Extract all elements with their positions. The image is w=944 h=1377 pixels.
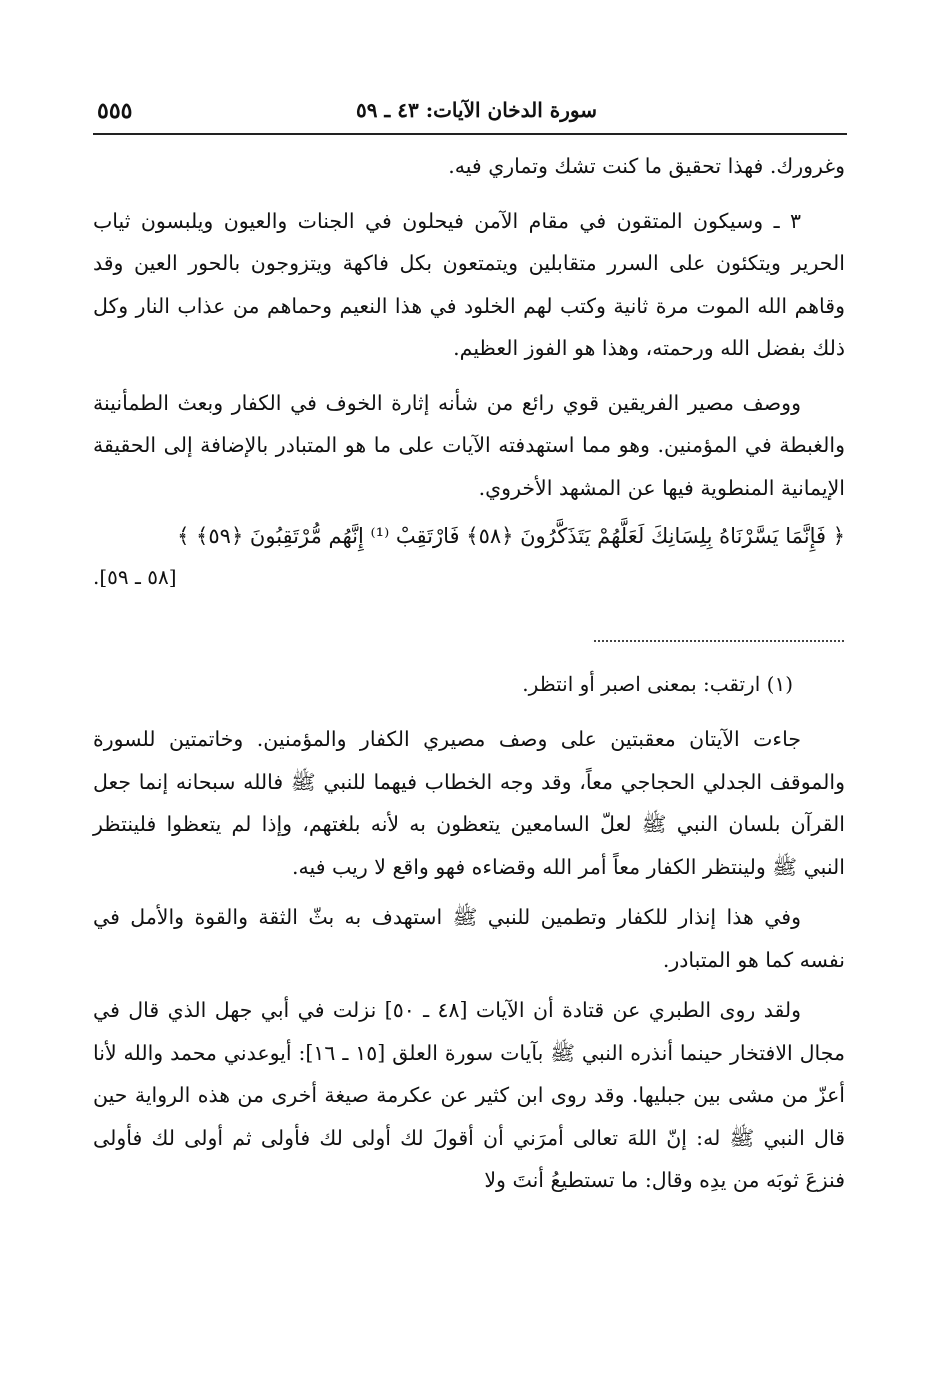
paragraph: ٣ ـ وسيكون المتقون في مقام الآمن فيحلون في الجنات والعيون ويلبسون ثياب الحرير ويتكئون على السرر متقابلين ويتمتعون بكل فاكهة ويتزوجون بالحور العين وقد وقاهم الله الموت مرة ثانية وكتب لهم الخلود في هذا النعيم وحماهم من عذاب النار وكل ذلك بفضل الله ورحمته، وهذا هو الفوز العظيم. [93,208,845,360]
paragraph: ولقد روى الطبري عن قتادة أن الآيات [٤٨ ـ ٥٠] نزلت في أبي جهل الذي قال في مجال الافتخار حينما أنذره النبي ﷺ بآيات سورة العلق [١٥ ـ ١٦]: أيوعدني محمد والله لأنا أعزّ من مشى بين جبليها. وقد روى ابن كثير عن عكرمة صيغة أخرى من هذه الرواية حين قال النبي ﷺ له: إنّ اللهَ تعالى أمرَني أن أقولَ لك أولى لك فأولى ثم أولى لك فأولى فنزعَ ثوبَه من يدِه وقال: ما تستطيعُ أنتَ ولا [93,998,845,1192]
header-divider [93,133,847,135]
body-text-top [93,145,845,595]
footnote: (١) ارتقب: بمعنى اصبر أو انتظر. [522,672,793,696]
paragraph: وفي هذا إنذار للكفار وتطمين للنبي ﷺ استهدف به بثّ الثقة والقوة والأمل في نفسه كما هو المتبادر. [93,905,845,972]
paragraph: جاءت الآيتان معقبتين على وصف مصيري الكفار والمؤمنين. وخاتمتين للسورة والموقف الجدلي الحجاجي معاً، وقد وجه الخطاب فيهما للنبي ﷺ فالله سبحانه إنما جعل القرآن بلسان النبي ﷺ لعلّ السامعين يتعظون به لأنه بلغتهم، وإذا لم يتعظوا فلينتظر النبي ﷺ ولينتظر الكفار معاً أمر الله وقضاءه فهو واقع لا ريب فيه. [93,727,845,879]
verse-reference: [٥٨ ـ ٥٩]. [93,565,177,589]
quran-verse: ﴿ فَإِنَّمَا يَسَّرْنَاهُ بِلِسَانِكَ لَعَلَّهُمْ يَتَذَكَّرُونَ ﴿٥٨﴾ فَارْتَقِبْ ⁽¹⁾ إِنَّهُم مُّرْتَقِبُونَ ﴿٥٩﴾ ﴾ [177,524,845,548]
page-number: ٥٥٥ [97,98,133,124]
paragraph: وغرورك. فهذا تحقيق ما كنت تشك وتماري فيه. [448,154,845,178]
running-title: سورة الدخان الآيات: ٤٣ ـ ٥٩ [355,98,597,122]
paragraph: ووصف مصير الفريقين قوي رائع من شأنه إثارة الخوف في الكفار وبعث الطمأنينة والغبطة في المؤمنين. وهو مما استهدفته الآيات على ما هو المتبادر بالإضافة إلى الحقيقة الإيمانية المنطوية فيها عن المشهد الأخروي. [93,390,845,500]
footnote-separator [594,640,844,642]
page-header [93,92,847,132]
body-text-bottom [93,718,845,1202]
